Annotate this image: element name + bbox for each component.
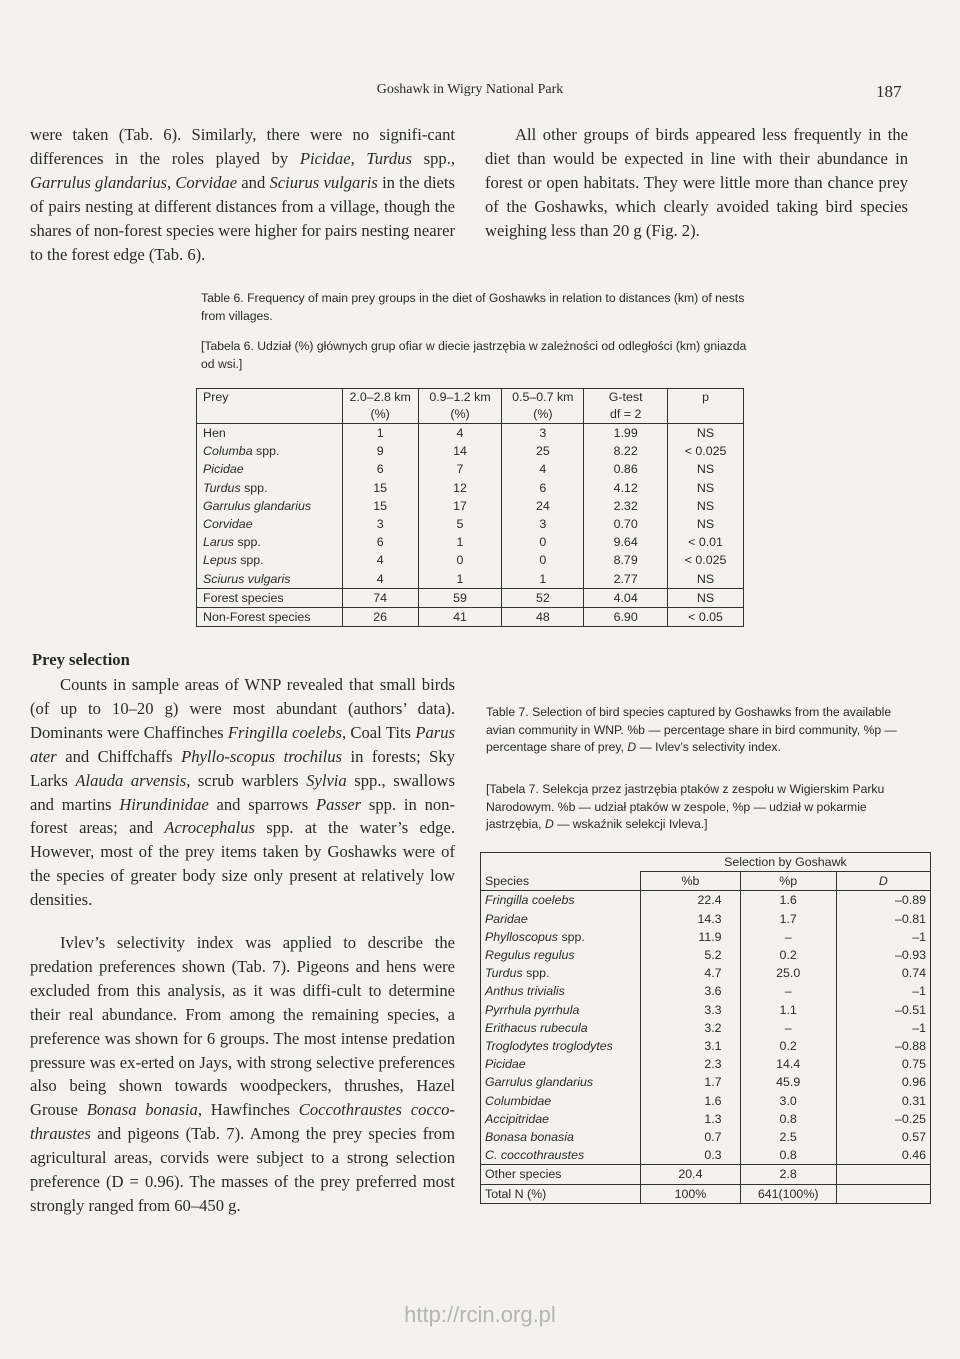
table-cell: 3.6 [641,982,740,1000]
table-cell: 0 [502,551,584,569]
table-cell: 5 [418,515,502,533]
table-cell: – [740,1019,836,1037]
table-cell: 14 [418,442,502,460]
table-cell: Non-Forest species [197,608,343,627]
table-cell: Paridae [485,911,528,926]
table-header-cell [481,853,641,872]
table-header-cell: D [836,872,930,891]
page-number: 187 [876,82,902,101]
table-header-cell: %b [641,872,740,891]
table-cell: 52 [502,588,584,607]
table-cell: NS [668,479,744,497]
table-cell: Hen [203,426,226,440]
table-cell: 0.8 [740,1146,836,1165]
table-header-cell: 0.5–0.7 km (%) [502,389,584,424]
table-6 [196,388,744,627]
table-cell: 1.6 [641,1092,740,1110]
table-cell: NS [668,424,744,443]
table-cell: Turdus spp. [203,480,268,495]
table-cell: 15 [342,497,418,515]
table-cell: 0.70 [584,515,668,533]
table-cell: 1.99 [584,424,668,443]
table-cell: –0.51 [836,1001,930,1019]
table-cell: < 0.025 [668,442,744,460]
table-cell: NS [668,515,744,533]
table-cell: < 0.01 [668,533,744,551]
table-cell: 20.4 [641,1165,740,1184]
table-cell: Regulus regulus [485,948,575,963]
table-cell: NS [668,460,744,478]
table-row [481,946,931,964]
table-cell: Forest species [197,588,343,607]
table-cell: 3.0 [740,1092,836,1110]
table-header-cell: 0.9–1.2 km (%) [418,389,502,424]
table-cell: 0.46 [836,1146,930,1165]
table-cell: 3.3 [641,1001,740,1019]
table-cell: 3 [342,515,418,533]
table-cell: NS [668,588,744,607]
table-group-header-row [481,853,931,872]
table-cell: 1.6 [740,891,836,910]
table-cell: 1 [502,570,584,589]
table-row [481,1019,931,1037]
table-cell: 0.8 [740,1110,836,1128]
table-cell: 1.3 [641,1110,740,1128]
table6-caption: Table 6. Frequency of main prey groups in the diet of Goshawks in relation to distances (km) of nests from villages. [201,291,745,323]
running-header: Goshawk in Wigry National Park [376,82,564,97]
col1-paragraph-1: were taken (Tab. 6). Similarly, there were no signifi-cant differences in the roles played by Picidae, Turdus spp., Garrulus glandarius, Corvidae and Sciurus vulgaris in the diets of pairs nesting at different distances from a village, though the shares of non-forest species were higher for pairs nesting nearer to the forest edge (Tab. 6). [30,125,455,264]
table-row [481,964,931,982]
table-cell: 100% [641,1184,740,1203]
table-row [197,442,744,460]
table-cell: Phylloscopus spp. [485,929,585,944]
table-cell: – [740,928,836,946]
table-cell: Pyrrhula pyrrhula [485,1002,580,1017]
table-row [481,1146,931,1165]
table-row [481,1128,931,1146]
table-cell: 9.64 [584,533,668,551]
table-cell: 24 [502,497,584,515]
table-cell: –1 [836,1019,930,1037]
table-cell: 0.2 [740,946,836,964]
table-cell: 4.12 [584,479,668,497]
table-cell: C. coccothraustes [485,1148,585,1163]
table-row [481,1001,931,1019]
table-row [197,479,744,497]
table-header-row [197,389,744,424]
table7-caption-pl: [Tabela 7. Selekcja przez jastrzębia ptaków z zespołu w Wigierskim Parku Narodowym. %b — udział ptaków w zespole, %p — udział w pokarmie jastrzębia, D — wskaźnik selekcji Ivleva.] [486,782,885,831]
table-cell: 2.3 [641,1055,740,1073]
table-row [481,910,931,928]
table-cell: 2.5 [740,1128,836,1146]
table-cell: Other species [481,1165,641,1184]
table-cell: 26 [342,608,418,627]
table-cell: Anthus trivialis [485,984,565,999]
table-header-cell: Species [481,872,641,891]
table-cell: 14.3 [641,910,740,928]
table-cell: 4 [502,460,584,478]
table-row [481,982,931,1000]
table-cell: –0.89 [836,891,930,910]
table-cell: 8.79 [584,551,668,569]
table-summary-row [197,608,744,627]
table-cell: 1 [418,533,502,551]
table-cell: –0.25 [836,1110,930,1128]
table-cell: Columbidae [485,1093,552,1108]
table-cell: – [740,982,836,1000]
table-cell: 0.3 [641,1146,740,1165]
table-group-header: Selection by Goshawk [641,853,931,872]
table-cell: 3.2 [641,1019,740,1037]
table-cell: 4 [342,570,418,589]
table-cell: 9 [342,442,418,460]
table-cell: –1 [836,982,930,1000]
table-row [197,533,744,551]
table-cell: 5.2 [641,946,740,964]
table-cell: 7 [418,460,502,478]
table-cell: 0.2 [740,1037,836,1055]
table-cell: 6 [502,479,584,497]
table-cell: 4.04 [584,588,668,607]
table-cell: 0.86 [584,460,668,478]
table-header-cell: p [668,389,744,424]
table-summary-row [481,1165,931,1184]
table-cell: 17 [418,497,502,515]
table-cell: –1 [836,928,930,946]
table-cell: 0.75 [836,1055,930,1073]
table-cell: 6 [342,460,418,478]
table-cell: Turdus spp. [485,966,550,981]
table-row [197,497,744,515]
table-row [197,551,744,569]
table-cell: 6 [342,533,418,551]
table-row [197,515,744,533]
table-summary-row [481,1184,931,1203]
table-cell: Corvidae [203,517,253,532]
table-row [481,1037,931,1055]
table-cell: NS [668,497,744,515]
table-cell: Picidae [485,1057,526,1072]
table-cell: Accipitridae [485,1111,550,1126]
table-cell: 0.31 [836,1092,930,1110]
table-cell: 2.8 [740,1165,836,1184]
table-cell: Bonasa bonasia [485,1130,574,1145]
table-cell: 25 [502,442,584,460]
table-cell: Garrulus glandarius [203,498,312,513]
table-cell: 22.4 [641,891,740,910]
table-row [481,928,931,946]
table7-caption: Table 7. Selection of bird species captured by Goshawks from the available avian community in WNP. %b — percentage share in bird community, %p — percentage share of prey, D — Ivlev’s selectivity index. [486,705,897,754]
table-cell: 45.9 [740,1073,836,1091]
table-cell: < 0.05 [668,608,744,627]
section-heading: Prey selection [32,650,130,669]
table-cell: 6.90 [584,608,668,627]
table-cell: Larus spp. [203,535,261,550]
table-cell: 0 [502,533,584,551]
table-cell: Picidae [203,462,244,477]
table-cell: 1 [342,424,418,443]
table-cell: Garrulus glandarius [485,1075,594,1090]
prey-paragraph-2: Ivlev’s selectivity index was applied to describe the predation preferences shown (Tab. 7). Pigeons and hens were excluded from this analysis, as it was diffi-cult to determine their real abundance. From among the remaining species, a preference was shown for 6 groups. The most intense predation pressure was ex-erted on Jays, with strong selective preferences also being shown towards woodpeckers, thrushes, Hazel Grouse Bonasa bonasia, Hawfinches Coccothraustes cocco-thraustes and pigeons (Tab. 7). Among the prey species from agricultural areas, corvids were subject to a strong selection preference (D = 0.96). The masses of the prey preferred most strongly ranged from 60–450 g. [30,933,455,1215]
table-row [481,1110,931,1128]
table-cell: 15 [342,479,418,497]
table-7 [480,852,931,1204]
table-cell: Erithacus rubecula [485,1020,588,1035]
table6-caption-pl: [Tabela 6. Udział (%) głównych grup ofiar w diecie jastrzębia w zależności od odległości (km) gniazda od wsi.] [201,339,747,371]
table-cell: 12 [418,479,502,497]
prey-paragraph-1: Counts in sample areas of WNP revealed that small birds (of up to 10–20 g) were most abundant (authors’ data). Dominants were Chaffinches Fringilla coelebs, Coal Tits Parus ater and Chiffchaffs Phyllo-scopus trochilus in forests; Sky Larks Alauda arvensis, scrub warblers Sylvia spp., swallows and martins Hirundinidae and sparrows Passer spp. in non-forest areas; and Acrocephalus spp. at the water’s edge. However, most of the prey items taken by Goshawks were of the species of greater body size only present at relatively low densities. [30,675,455,910]
table-header-cell: 2.0–2.8 km (%) [342,389,418,424]
table-cell [836,1184,930,1203]
table-cell: 1.1 [740,1001,836,1019]
table-row [481,1092,931,1110]
table-cell: 2.32 [584,497,668,515]
table-header-cell: Prey [203,390,229,404]
table-cell: 11.9 [641,928,740,946]
table-row [197,570,744,589]
table-cell: Total N (%) [481,1184,641,1203]
table-row [197,460,744,478]
table-cell: Troglodytes troglodytes [485,1039,613,1054]
table-cell: 4.7 [641,964,740,982]
watermark-url: http://rcin.org.pl [404,1302,556,1327]
table-row [481,891,931,910]
table-cell: Columba spp. [203,444,280,459]
table-cell: 0.7 [641,1128,740,1146]
table-cell: NS [668,570,744,589]
table-cell: 25.0 [740,964,836,982]
table-cell: 8.22 [584,442,668,460]
table-cell: –0.93 [836,946,930,964]
table-cell: 4 [418,424,502,443]
col2-paragraph-1: All other groups of birds appeared less frequently in the diet than would be expected in line with their abundance in forest or open habitats. They were little more than chance prey of the Goshawks, which clearly avoided taking bird species weighing less than 20 g (Fig. 2). [485,125,908,240]
table-cell: 41 [418,608,502,627]
table-header-cell: %p [740,872,836,891]
table-row [481,1073,931,1091]
table-cell: 641(100%) [740,1184,836,1203]
table-cell: 0 [418,551,502,569]
table-header-row [481,872,931,891]
table-cell: –0.88 [836,1037,930,1055]
table-row [481,1055,931,1073]
table-cell: Sciurus vulgaris [203,571,291,586]
table-cell: < 0.025 [668,551,744,569]
table-cell: Lepus spp. [203,553,264,568]
table-cell: 1.7 [740,910,836,928]
table-cell: 1.7 [641,1073,740,1091]
table-cell: 0.96 [836,1073,930,1091]
table-cell: 14.4 [740,1055,836,1073]
table-cell: –0.81 [836,910,930,928]
table-cell: 0.74 [836,964,930,982]
table-cell [836,1165,930,1184]
table-row [197,424,744,443]
table-cell: 3 [502,515,584,533]
table-cell: 59 [418,588,502,607]
table-cell: 2.77 [584,570,668,589]
table-header-cell: G-test df = 2 [584,389,668,424]
table-cell: 4 [342,551,418,569]
table-cell: 3 [502,424,584,443]
table-summary-row [197,588,744,607]
table-cell: 48 [502,608,584,627]
table-cell: Fringilla coelebs [485,893,575,908]
table-cell: 74 [342,588,418,607]
table-cell: 3.1 [641,1037,740,1055]
table-cell: 0.57 [836,1128,930,1146]
table-cell: 1 [418,570,502,589]
